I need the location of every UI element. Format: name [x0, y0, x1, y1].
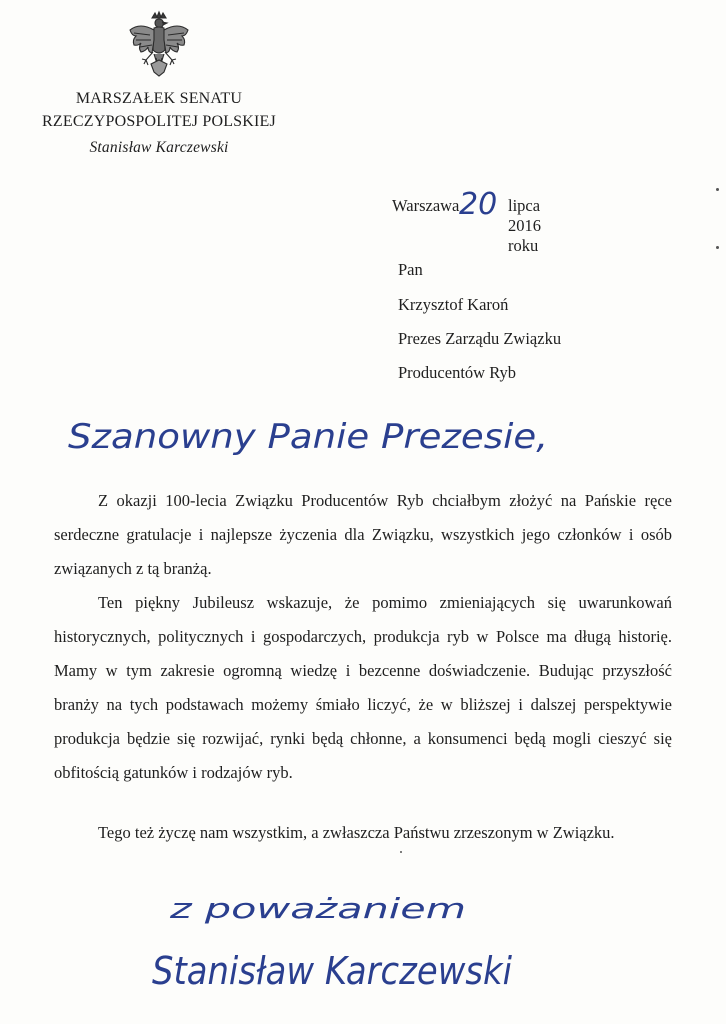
body-paragraph-1: Z okazji 100-lecia Związku Producentów Ryb chciałbym złożyć na Pańskie ręce serdeczne gratulacje i najlepsze życzenia dla Związku, wszystkich jego członków i osób związanych z tą branżą.	[54, 491, 672, 578]
office-title-line1: MARSZAŁEK SENATU	[75, 90, 243, 107]
handwritten-day-text: 20	[459, 187, 498, 222]
body-paragraph-3: Tego też życzę nam wszystkim, a zwłaszcza Państwu zrzeszonym w Związku.	[98, 823, 615, 842]
handwritten-salutation-text: Szanowny Panie Prezesie,	[68, 417, 548, 457]
scan-speck	[400, 851, 402, 853]
handwritten-closing	[166, 884, 476, 932]
office-title-line2: RZECZYPOSPOLITEJ POLSKIEJ	[42, 113, 276, 130]
addressee-salutation: Pan	[398, 260, 423, 279]
addressee-name: Krzysztof Karoń	[398, 295, 509, 314]
signature-text: Stanisław Karczewski	[152, 949, 513, 993]
dateline-city: Warszawa	[392, 196, 460, 215]
scan-speck	[716, 246, 719, 249]
handwritten-closing-text: z poważaniem	[168, 892, 466, 925]
handwritten-salutation	[64, 396, 564, 486]
handwritten-day	[455, 186, 515, 222]
addressee-organization: Producentów Ryb	[398, 363, 517, 382]
addressee-title: Prezes Zarządu Związku	[398, 329, 562, 348]
polish-eagle-emblem-icon	[126, 10, 192, 86]
signature	[148, 932, 528, 1004]
body-paragraph-2: Ten piękny Jubileusz wskazuje, że pomimo zmieniających się uwarunkowań historycznych, politycznych i gospodarczych, produkcja ryb w Polsce ma długą historię. Mamy w tym zakresie ogromną wiedzę i bezcenne doświadczenie. Budując przyszłość branży na tych podstawach możemy śmiało liczyć, że w bliższej i dalszej perspektywie produkcja będzie się rozwijać, rynki będą chłonne, a konsumenci będą mogli cieszyć się obfitością gatunków i rodzajów ryb.	[54, 593, 672, 782]
scan-speck	[716, 188, 719, 191]
marshal-name: Stanisław Karczewski	[89, 139, 229, 156]
dateline-month-year: lipca 2016 roku	[508, 196, 541, 255]
